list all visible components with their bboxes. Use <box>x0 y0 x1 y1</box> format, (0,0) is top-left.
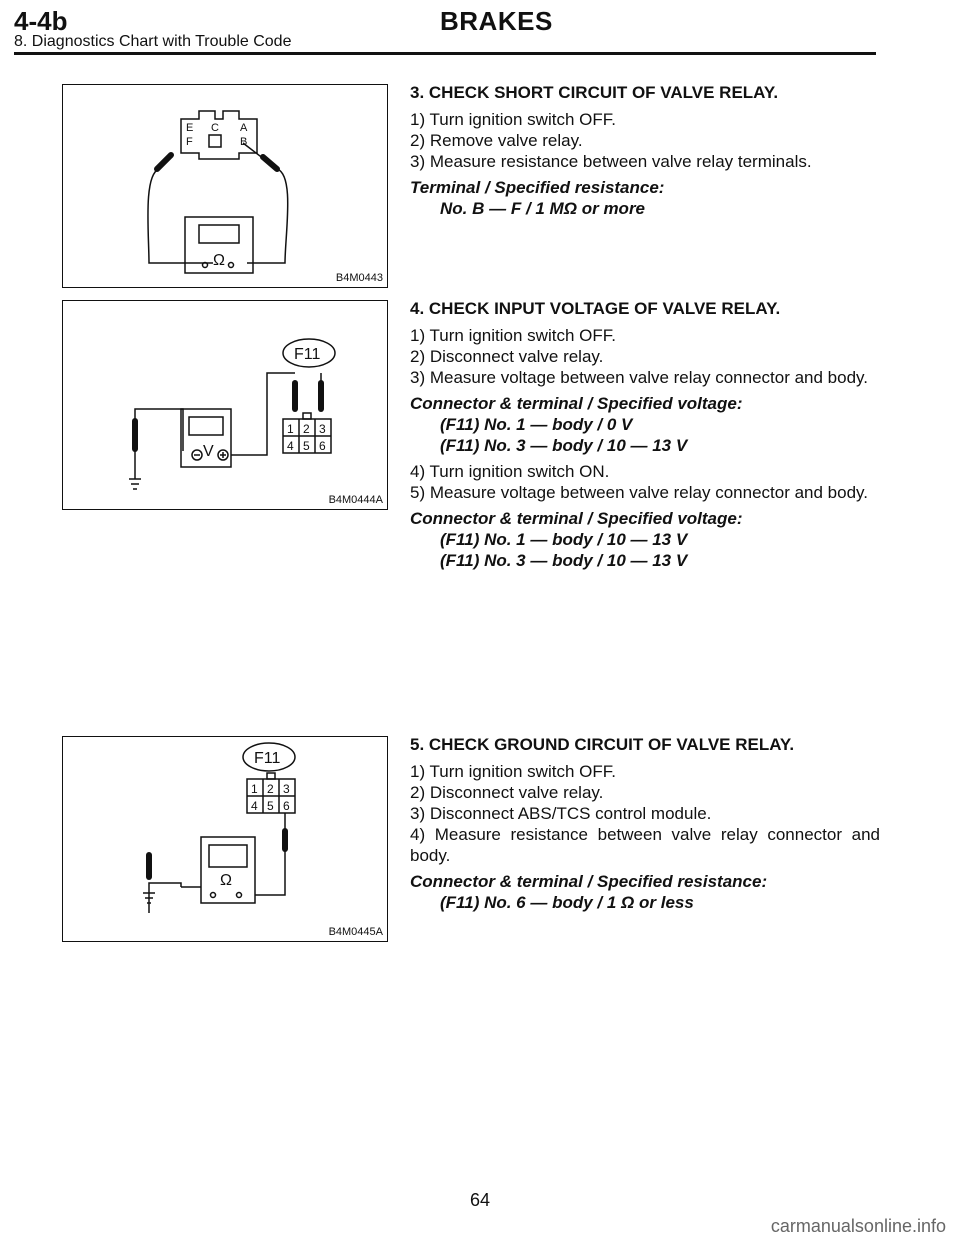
step-heading: 5. CHECK GROUND CIRCUIT OF VALVE RELAY. <box>410 735 795 754</box>
page-subtitle: 8. Diagnostics Chart with Trouble Code <box>14 33 292 50</box>
ohm-symbol: Ω <box>220 872 232 889</box>
figure-valve-relay-voltage <box>62 300 388 510</box>
spec-label: Connector & terminal / Specified voltage: <box>410 509 743 528</box>
section-number: 4-4b <box>14 6 68 36</box>
relay-voltage-diagram <box>63 301 387 509</box>
pin-label: 2 <box>303 422 310 436</box>
pin-label: 2 <box>267 782 274 796</box>
figure-code: B4M0445A <box>328 926 383 938</box>
page-number: 64 <box>469 1190 491 1210</box>
pin-label: 3 <box>319 422 326 436</box>
instruction-line: 3) Disconnect ABS/TCS control module. <box>410 804 712 823</box>
spec-value: (F11) No. 6 — body / 1 Ω or less <box>440 893 694 912</box>
relay-terminal-c: C <box>211 122 219 134</box>
ohm-symbol: Ω <box>213 252 225 269</box>
spec-label: Connector & terminal / Specified voltage: <box>410 394 743 413</box>
pin-label: 6 <box>319 439 326 453</box>
instruction-line: 1) Turn ignition switch OFF. <box>410 110 616 129</box>
instruction-line: 1) Turn ignition switch OFF. <box>410 326 616 345</box>
instruction-line: 3) Measure voltage between valve relay connector and body. <box>410 368 869 387</box>
pin-label: 3 <box>283 782 290 796</box>
spec-block <box>410 177 880 219</box>
instruction-line: 5) Measure voltage between valve relay connector and body. <box>410 483 869 502</box>
instruction-line: 4) Measure resistance between valve relay connector and body. <box>410 825 880 865</box>
step-3-check-short-circuit <box>410 82 880 219</box>
pin-label: 4 <box>251 799 258 813</box>
page-title: BRAKES <box>440 6 553 36</box>
instruction-line: 2) Remove valve relay. <box>410 131 583 150</box>
connector-id: F11 <box>294 346 321 363</box>
spec-block <box>410 871 880 913</box>
spec-value: (F11) No. 3 — body / 10 — 13 V <box>440 436 688 455</box>
spec-value: (F11) No. 1 — body / 10 — 13 V <box>440 530 688 549</box>
step-heading: 4. CHECK INPUT VOLTAGE OF VALVE RELAY. <box>410 299 781 318</box>
relay-terminal-e: E <box>186 122 194 134</box>
figure-code: B4M0444A <box>328 494 383 506</box>
relay-terminal-a: A <box>240 122 248 134</box>
spec-value: No. B — F / 1 MΩ or more <box>440 199 646 218</box>
site-watermark[interactable]: carmanualsonline.info <box>770 1216 946 1236</box>
relay-terminal-f: F <box>186 136 193 148</box>
instruction-line: 2) Disconnect valve relay. <box>410 347 604 366</box>
instruction-line: 2) Disconnect valve relay. <box>410 783 604 802</box>
relay-terminal-b: B <box>240 136 248 148</box>
spec-label: Connector & terminal / Specified resistance: <box>410 872 768 891</box>
pin-label: 1 <box>251 782 258 796</box>
spec-block <box>410 508 880 571</box>
instruction-line: 3) Measure resistance between valve relay terminals. <box>410 152 812 171</box>
pin-label: 5 <box>303 439 310 453</box>
pin-label: 6 <box>283 799 290 813</box>
figure-code: B4M0443 <box>335 272 383 284</box>
figure-valve-relay-ground <box>62 736 388 942</box>
figure-valve-relay-resistance <box>62 84 388 288</box>
connector-id: F11 <box>254 750 281 767</box>
relay-resistance-diagram <box>63 85 387 287</box>
relay-ground-diagram <box>63 737 387 941</box>
volt-symbol: V <box>203 443 214 460</box>
instruction-line: 4) Turn ignition switch ON. <box>410 462 610 481</box>
pin-label: 5 <box>267 799 274 813</box>
step-heading: 3. CHECK SHORT CIRCUIT OF VALVE RELAY. <box>410 83 779 102</box>
spec-value: (F11) No. 3 — body / 10 — 13 V <box>440 551 688 570</box>
header-rule <box>14 52 876 55</box>
spec-label: Terminal / Specified resistance: <box>410 178 665 197</box>
pin-label: 1 <box>287 422 294 436</box>
step-4-check-input-voltage <box>410 298 880 571</box>
step-5-check-ground-circuit <box>410 734 880 913</box>
instruction-line: 1) Turn ignition switch OFF. <box>410 762 616 781</box>
spec-value: (F11) No. 1 — body / 0 V <box>440 415 633 434</box>
spec-block <box>410 393 880 456</box>
pin-label: 4 <box>287 439 294 453</box>
